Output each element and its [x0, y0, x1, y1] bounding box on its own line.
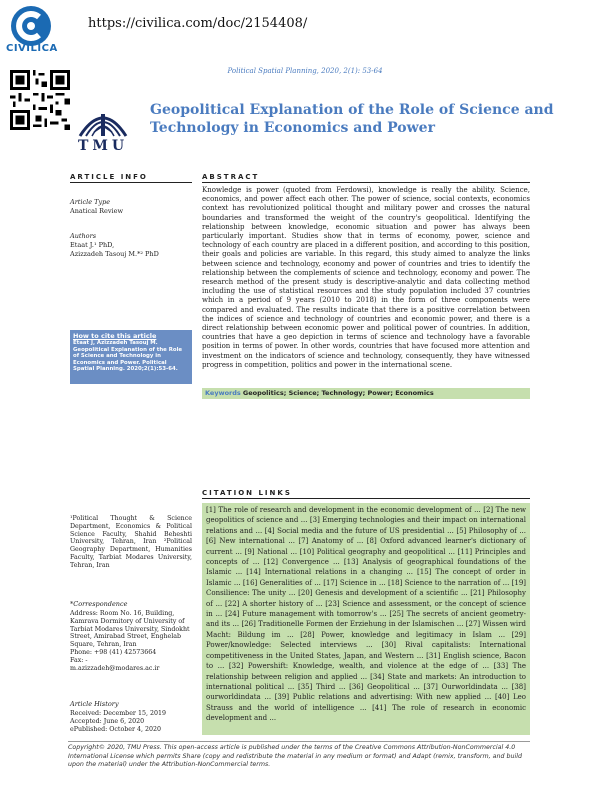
abstract-divider [202, 182, 530, 183]
history-published: ePublished: October 4, 2020 [70, 725, 162, 733]
article-type-value: Anatical Review [70, 207, 124, 215]
authors-label: Authors [70, 232, 97, 240]
article-type-label: Article Type [70, 198, 111, 206]
correspondence-label: *Correspondence [70, 600, 128, 608]
how-to-cite-text: Etaat J, Azizzadeh Tasouj M. Geopolitical Explanation of the Role of Science and Technology in Economics and Power. Political Spatial Planning. 2020;2(1):53-64. [73, 340, 183, 373]
copyright-footer: Copyright© 2020, TMU Press. This open-access article is published under the terms of the Creative Commons Attribution-NonCommercial 4.0 International License which permits Share (copy and redistribute the material in any medium or format) and Adapt (remix, transform, and build upon the material) under the Attribution-NonCommercial terms. [68, 744, 522, 769]
article-title: Geopolitical Explanation of the Role of Science and Technology in Economics and Power [150, 102, 554, 136]
author-1: Etaat J.¹ PhD, [70, 241, 115, 249]
article-history-label: Article History [70, 700, 119, 708]
journal-citation-line: Political Spatial Planning, 2020, 2(1): 53-64 [227, 67, 383, 75]
how-to-cite-title[interactable]: How to cite this article [73, 332, 157, 340]
history-received: Received: December 15, 2019 [70, 710, 166, 717]
citation-links-divider [202, 498, 530, 499]
keywords-label: Keywords [205, 389, 241, 397]
abstract-heading: ABSTRACT [202, 173, 260, 181]
correspondence-phone: Phone: +98 (41) 42573664 [70, 648, 157, 656]
abstract-text: Knowledge is power (quoted from Ferdowsi), knowledge is really the ability. Science, economics, and power affect each other. The power of science, social contexts, economics context has revolutionized political thought and military power and crosses the natural boundaries and transformed the weight of the country's geopolitical. Identifying the relationship between knowledge, economic situation and power has always been particularly important. Studies show that in terms of economy, power, science and technology of each country are placed in a different position, and according to this position, their goals and policies are variable. In this regard, this study aimed to analyze the links between science and technology, economy and power of countries and tries to identify the relationship between the complements of science and technology, economy and power. The research method of the present study is descriptive-analytic and data collecting method including the use of statistical resources and the study population included 37 countries which in a period of 9 years (2010 to 2018) in the form of three components were compared and evaluated. The results indicate that there is a positive correlation between the indices of science and technology of countries and economic power, and there is a direct relationship between economic power and political power of countries. In addition, countries that have a geo depiction in terms of science and technology have a favorable position in terms of power. In other words, countries that have focused more attention and investment on the indicators of science and technology, consequently, they have witnessed progress in competition, politics and power in the international scene. [202, 186, 530, 369]
history-accepted: Accepted: June 6, 2020 [70, 717, 145, 725]
qr-code-icon [10, 70, 70, 130]
author-2: Azizzadeh Tasouj M.*² PhD [70, 250, 159, 258]
keywords-value: Geopolitics; Science; Technology; Power; Economics [242, 389, 434, 397]
logo-text: CIVILICA [6, 43, 58, 54]
correspondence-email[interactable]: m.azizzadeh@modares.ac.ir [70, 664, 160, 672]
citation-links-heading: CITATION LINKS [202, 489, 292, 497]
citation-links-box[interactable]: [1] The role of research and development in the economic development of ... [2] The new geopolitics of science and ... [3] Emerging technologies and their impact on international relations and ... [4] Social media and the future of US presidential ... [5] Philosophy of ... [6] New international ... [7] Anatomy of ... [8] Oxford advanced learner's dictionary of current ... [9] National ... [10] Political geography and geopolitical ... [11] Principles and concepts of ... [12] Convergence ... [13] Analysis of geographical foundations of the Islamic ... [14] International relations in a changing ... [15] The concept of order in Islamic ... [16] Generalities of ... [17] Science in ... [18] Science to the narration of ... [19] Consilience: The unity ... [20] Genesis and development of a scientific ... [21] Philosophy of ... [22] A shorter history of ... [23] Science and assessment, or the concept of science in ... [24] Future management with tomorrow's ... [25] The secrets of ancient geometry-and its ... [26] Traditionelle Formen der Erziehung in der Islamischen ... [27] Wissen wird Macht: Bildung im ... [28] Power, knowledge and legitimacy in Islam ... [29] Power/knowledge: Selected interviews ... [30] Rival capitalists: International competitiveness in the United States, Japan, and Western ... [31] English science, Bacon to ... [32] Powershift: Knowledge, wealth, and violence at the edge of ... [33] The relationship between religion and applied ... [34] State and markets: An introduction to international political ... [35] Third ... [36] Geopolitical ... [37] Ourworldindata ... [38] ourworldindata ... [39] Public relations and advertising: With new applied ... [40] Leo Strauss and the world of intelligence ... [41] The role of research in economic development and ... [202, 503, 530, 735]
tmu-emblem-icon [72, 96, 134, 144]
document-url[interactable]: https://civilica.com/doc/2154408/ [88, 16, 308, 31]
correspondence-block [70, 610, 192, 672]
keywords-bar [202, 388, 530, 399]
article-info-divider [70, 182, 192, 183]
how-to-cite-box [70, 330, 192, 384]
publisher-logo-text: TMU [77, 138, 129, 154]
affiliations: ¹Political Thought & Science Department, Economics & Political Science Faculty, Shahid Beheshti University, Tehran, Iran ²Political Geography Department, Humanities Faculty, Tarbiat Modares University, Tehran, Iran [70, 515, 192, 569]
correspondence-fax: Fax: - [70, 656, 88, 664]
footer-divider [68, 741, 530, 742]
article-info-heading: ARTICLE INFO [70, 173, 148, 181]
article-history-block [70, 710, 192, 733]
correspondence-address: Address: Room No. 16, Building, Kamrava Dormitory of University of Tarbiat Modares University, Sindokht Street, Amirabad Street, Enghelab Square, Tehran, Iran [70, 610, 190, 649]
